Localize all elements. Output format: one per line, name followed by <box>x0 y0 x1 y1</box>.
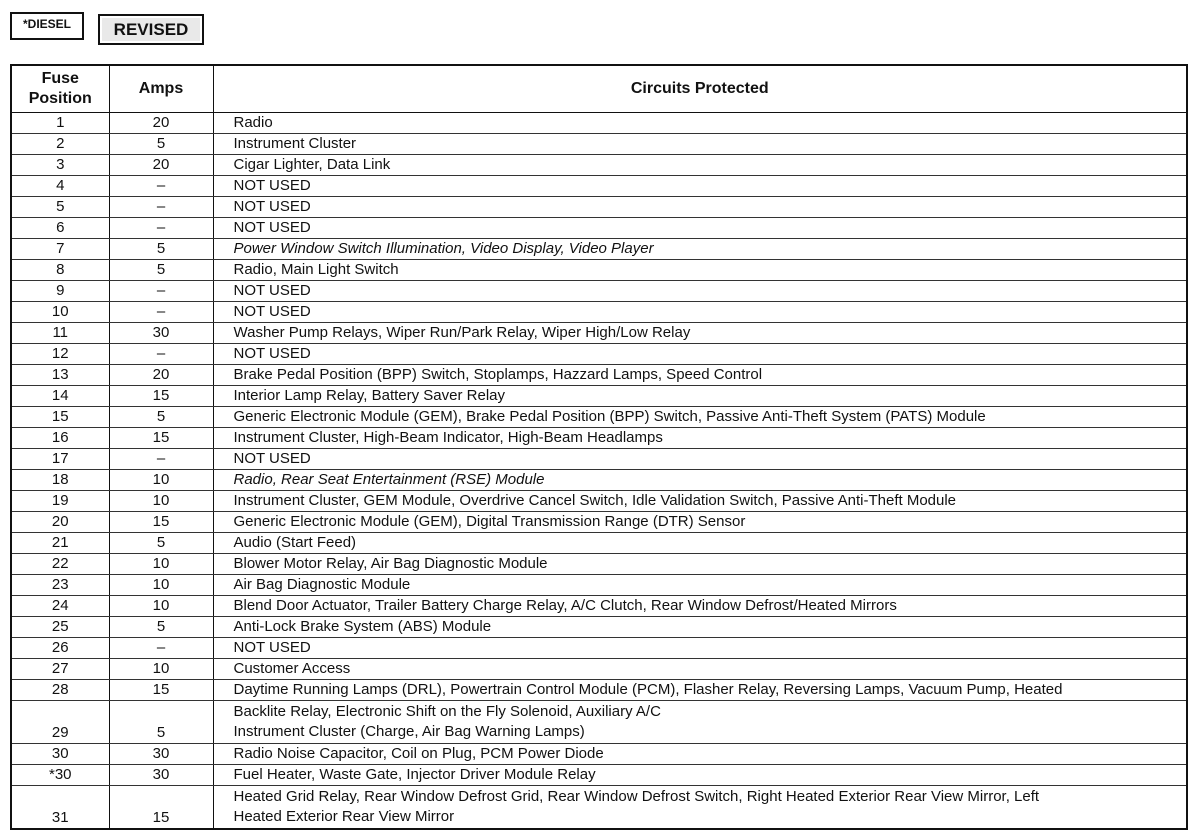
amps-cell: 5 <box>109 617 213 638</box>
amps-cell: 30 <box>109 765 213 786</box>
header-amps: Amps <box>109 65 213 113</box>
fuse-table-body <box>11 113 1187 830</box>
circuits-protected-cell <box>213 491 1187 512</box>
circuits-text-line2: Instrument Cluster (Charge, Air Bag Warning Lamps) <box>233 723 585 740</box>
fuse-position-cell: 24 <box>11 596 109 617</box>
amps-cell: 20 <box>109 365 213 386</box>
fuse-position-cell: 20 <box>11 512 109 533</box>
table-row <box>11 260 1187 281</box>
amps-cell: 15 <box>109 428 213 449</box>
fuse-position-cell: 3 <box>11 155 109 176</box>
table-row <box>11 386 1187 407</box>
amps-cell: 15 <box>109 512 213 533</box>
amps-cell: 20 <box>109 155 213 176</box>
table-row <box>11 680 1187 701</box>
table-row <box>11 281 1187 302</box>
table-row <box>11 428 1187 449</box>
header-row <box>11 65 1187 113</box>
diesel-tag: *DIESEL <box>10 12 84 40</box>
revised-tag: REVISED <box>98 14 204 45</box>
circuits-protected-cell <box>213 449 1187 470</box>
table-row <box>11 344 1187 365</box>
circuits-protected-cell <box>213 239 1187 260</box>
table-row <box>11 470 1187 491</box>
amps-cell: 5 <box>109 239 213 260</box>
circuits-protected-cell <box>213 386 1187 407</box>
header-fuse-position <box>11 65 109 113</box>
circuits-text: Daytime Running Lamps (DRL), Powertrain Control Module (PCM), Flasher Relay, Reversing Lamps, Vacuum Pump, Heated <box>233 681 1063 698</box>
circuits-text: Anti-Lock Brake System (ABS) Module <box>233 618 492 635</box>
header-fuse-line1: Fuse <box>41 70 79 87</box>
circuits-protected-cell <box>213 617 1187 638</box>
circuits-text: Generic Electronic Module (GEM), Brake Pedal Position (BPP) Switch, Passive Anti-Theft System (PATS) Module <box>233 408 986 425</box>
circuits-text: Radio, Main Light Switch <box>233 261 399 278</box>
circuits-protected-cell <box>213 134 1187 155</box>
fuse-position-cell: 10 <box>11 302 109 323</box>
circuits-protected-cell <box>213 470 1187 491</box>
table-row <box>11 617 1187 638</box>
circuits-text-line2: Heated Exterior Rear View Mirror <box>233 808 455 825</box>
amps-cell: 5 <box>109 533 213 554</box>
circuits-protected-cell <box>213 512 1187 533</box>
circuits-protected-cell <box>213 197 1187 218</box>
fuse-position-cell: 7 <box>11 239 109 260</box>
circuits-protected-cell <box>213 302 1187 323</box>
amps-cell: 15 <box>109 786 213 830</box>
circuits-text: Washer Pump Relays, Wiper Run/Park Relay, Wiper High/Low Relay <box>233 324 691 341</box>
amps-cell: 5 <box>109 134 213 155</box>
amps-cell: 15 <box>109 680 213 701</box>
circuits-text: Air Bag Diagnostic Module <box>233 576 411 593</box>
circuits-protected-cell <box>213 344 1187 365</box>
circuits-text: Generic Electronic Module (GEM), Digital Transmission Range (DTR) Sensor <box>233 513 746 530</box>
circuits-protected-cell <box>213 323 1187 344</box>
circuits-text: NOT USED <box>233 450 311 467</box>
fuse-position-cell: 29 <box>11 701 109 744</box>
table-row <box>11 239 1187 260</box>
circuits-protected-cell <box>213 281 1187 302</box>
table-row <box>11 449 1187 470</box>
circuits-protected-cell <box>213 113 1187 134</box>
circuits-text: NOT USED <box>233 639 311 656</box>
table-row <box>11 323 1187 344</box>
circuits-text: Interior Lamp Relay, Battery Saver Relay <box>233 387 506 404</box>
circuits-protected-cell <box>213 659 1187 680</box>
amps-cell: 10 <box>109 659 213 680</box>
fuse-position-cell: 25 <box>11 617 109 638</box>
fuse-position-cell: 15 <box>11 407 109 428</box>
fuse-position-cell: 1 <box>11 113 109 134</box>
circuits-protected-cell <box>213 176 1187 197</box>
amps-cell: 10 <box>109 554 213 575</box>
fuse-position-cell: 6 <box>11 218 109 239</box>
table-row <box>11 533 1187 554</box>
fuse-position-cell: 23 <box>11 575 109 596</box>
table-row <box>11 596 1187 617</box>
circuits-protected-cell <box>213 786 1187 830</box>
circuits-text: NOT USED <box>233 219 311 236</box>
circuits-text: NOT USED <box>233 177 311 194</box>
fuse-position-cell: 28 <box>11 680 109 701</box>
circuits-protected-cell <box>213 428 1187 449</box>
circuits-text: Backlite Relay, Electronic Shift on the Fly Solenoid, Auxiliary A/C <box>233 703 661 720</box>
circuits-text: Radio <box>233 114 273 131</box>
fuse-position-cell: 11 <box>11 323 109 344</box>
amps-cell: 20 <box>109 113 213 134</box>
fuse-position-cell: 22 <box>11 554 109 575</box>
fuse-position-cell: 4 <box>11 176 109 197</box>
circuits-protected-cell <box>213 260 1187 281</box>
circuits-text: NOT USED <box>233 303 311 320</box>
table-row <box>11 134 1187 155</box>
circuits-text: NOT USED <box>233 198 311 215</box>
circuits-text: Blower Motor Relay, Air Bag Diagnostic Module <box>233 555 548 572</box>
table-row <box>11 786 1187 830</box>
table-row <box>11 638 1187 659</box>
table-row <box>11 155 1187 176</box>
table-row <box>11 365 1187 386</box>
table-row <box>11 659 1187 680</box>
circuits-text: Instrument Cluster, GEM Module, Overdrive Cancel Switch, Idle Validation Switch, Passive Anti-Theft Module <box>233 492 957 509</box>
amps-cell: – <box>109 638 213 659</box>
circuits-protected-cell <box>213 765 1187 786</box>
fuse-position-cell: 13 <box>11 365 109 386</box>
table-row <box>11 491 1187 512</box>
amps-cell: 15 <box>109 386 213 407</box>
fuse-position-cell: 26 <box>11 638 109 659</box>
fuse-position-cell: 19 <box>11 491 109 512</box>
circuits-protected-cell <box>213 701 1187 744</box>
amps-cell: 10 <box>109 596 213 617</box>
circuits-text: Blend Door Actuator, Trailer Battery Charge Relay, A/C Clutch, Rear Window Defrost/Heated Mirrors <box>233 597 897 614</box>
table-row <box>11 701 1187 744</box>
amps-cell: – <box>109 344 213 365</box>
fuse-position-cell: 30 <box>11 744 109 765</box>
circuits-text: Power Window Switch Illumination, Video Display, Video Player <box>233 240 654 257</box>
fuse-position-cell: 21 <box>11 533 109 554</box>
amps-cell: 10 <box>109 470 213 491</box>
fuse-position-cell: 27 <box>11 659 109 680</box>
circuits-protected-cell <box>213 575 1187 596</box>
table-row <box>11 113 1187 134</box>
fuse-position-cell: 2 <box>11 134 109 155</box>
table-row <box>11 512 1187 533</box>
amps-cell: – <box>109 176 213 197</box>
amps-cell: 10 <box>109 491 213 512</box>
fuse-position-cell: *30 <box>11 765 109 786</box>
circuits-protected-cell <box>213 744 1187 765</box>
circuits-protected-cell <box>213 365 1187 386</box>
circuits-text: NOT USED <box>233 282 311 299</box>
fuse-position-cell: 8 <box>11 260 109 281</box>
amps-cell: – <box>109 197 213 218</box>
circuits-text: Radio Noise Capacitor, Coil on Plug, PCM Power Diode <box>233 745 604 762</box>
circuits-text: Instrument Cluster <box>233 135 357 152</box>
amps-cell: – <box>109 449 213 470</box>
table-row <box>11 302 1187 323</box>
circuits-protected-cell <box>213 596 1187 617</box>
amps-cell: – <box>109 281 213 302</box>
circuits-protected-cell <box>213 533 1187 554</box>
circuits-protected-cell <box>213 554 1187 575</box>
circuits-text: Fuel Heater, Waste Gate, Injector Driver Module Relay <box>233 766 596 783</box>
table-row <box>11 218 1187 239</box>
table-row <box>11 554 1187 575</box>
circuits-text: Customer Access <box>233 660 351 677</box>
table-row <box>11 407 1187 428</box>
circuits-text: Audio (Start Feed) <box>233 534 357 551</box>
amps-cell: 10 <box>109 575 213 596</box>
circuits-text: Heated Grid Relay, Rear Window Defrost Grid, Rear Window Defrost Switch, Right Heated Exterior Rear View Mirror, Left <box>233 788 1040 805</box>
fuse-position-cell: 18 <box>11 470 109 491</box>
circuits-protected-cell <box>213 680 1187 701</box>
table-row <box>11 744 1187 765</box>
fuse-position-cell: 17 <box>11 449 109 470</box>
amps-cell: 30 <box>109 744 213 765</box>
circuits-text: Cigar Lighter, Data Link <box>233 156 391 173</box>
header-fuse-line2: Position <box>28 90 92 107</box>
circuits-text: Instrument Cluster, High-Beam Indicator, High-Beam Headlamps <box>233 429 663 446</box>
table-row <box>11 197 1187 218</box>
amps-cell: 5 <box>109 701 213 744</box>
fuse-position-cell: 31 <box>11 786 109 830</box>
table-row <box>11 176 1187 197</box>
circuits-protected-cell <box>213 407 1187 428</box>
fuse-position-cell: 14 <box>11 386 109 407</box>
circuits-text: NOT USED <box>233 345 311 362</box>
amps-cell: – <box>109 302 213 323</box>
fuse-position-cell: 16 <box>11 428 109 449</box>
table-row <box>11 765 1187 786</box>
fuse-position-cell: 12 <box>11 344 109 365</box>
table-row <box>11 575 1187 596</box>
amps-cell: 5 <box>109 260 213 281</box>
amps-cell: 5 <box>109 407 213 428</box>
amps-cell: – <box>109 218 213 239</box>
circuits-protected-cell <box>213 638 1187 659</box>
fuse-position-cell: 9 <box>11 281 109 302</box>
fuse-table <box>10 64 1188 830</box>
circuits-text: Brake Pedal Position (BPP) Switch, Stoplamps, Hazzard Lamps, Speed Control <box>233 366 763 383</box>
header-circuits-protected: Circuits Protected <box>213 65 1187 113</box>
circuits-protected-cell <box>213 155 1187 176</box>
fuse-position-cell: 5 <box>11 197 109 218</box>
circuits-text: Radio, Rear Seat Entertainment (RSE) Module <box>233 471 545 488</box>
amps-cell: 30 <box>109 323 213 344</box>
circuits-protected-cell <box>213 218 1187 239</box>
